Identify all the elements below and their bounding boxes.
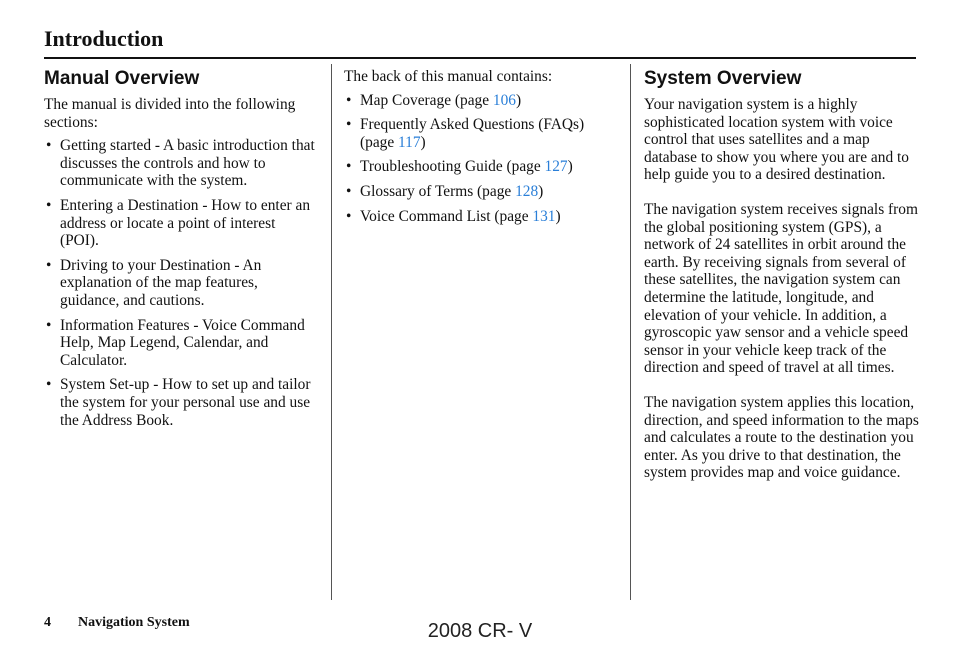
list-item: • Frequently Asked Questions (FAQs) (page 117): [344, 116, 618, 151]
watermark: 2008 CR- V: [427, 620, 533, 642]
manual-overview-column: [44, 64, 316, 436]
column-divider-2: [630, 64, 631, 600]
system-overview-paragraph: Your navigation system is a highly sophisticated location system with voice control that uses satellites and a map database to show you where you are and to help guide you to a desired destination.: [644, 96, 909, 184]
back-of-manual-list: [344, 92, 618, 226]
list-item: • Glossary of Terms (page 128): [344, 183, 618, 201]
page-number: 4: [44, 615, 51, 630]
manual-overview-heading: Manual Overview: [44, 68, 200, 89]
page-link[interactable]: 128: [515, 182, 539, 200]
page-title: Introduction: [44, 26, 164, 51]
system-overview-heading: System Overview: [644, 68, 802, 89]
list-item: • Troubleshooting Guide (page 127): [344, 158, 618, 176]
manual-sections-list: [44, 137, 316, 429]
list-item: • Voice Command List (page 131): [344, 208, 618, 226]
list-item: • Information Features - Voice Command Help, Map Legend, Calendar, and Calculator.: [44, 317, 316, 370]
title-rule: [44, 57, 916, 59]
list-item: • Entering a Destination - How to enter an address or locate a point of interest (POI).: [44, 197, 316, 250]
list-item: • System Set-up - How to set up and tailor the system for your personal use and use the Address Book.: [44, 376, 316, 429]
page-link[interactable]: 117: [398, 133, 421, 151]
column-divider-1: [331, 64, 332, 600]
system-overview-column: [644, 64, 920, 482]
page-link[interactable]: 131: [532, 207, 556, 225]
system-overview-paragraph: The navigation system applies this location, direction, and speed information to the maps and calculates a route to the destination you enter. As you drive to that destination, the system provides map and voice guidance.: [644, 393, 919, 482]
page-link[interactable]: 106: [492, 91, 516, 109]
list-item: • Driving to your Destination - An explanation of the map features, guidance, and cautions.: [44, 257, 316, 310]
footer-system-name: Navigation System: [78, 615, 190, 630]
list-item: • Map Coverage (page 106): [344, 92, 618, 110]
list-item: • Getting started - A basic introduction that discusses the controls and how to communicate with the system.: [44, 137, 316, 190]
back-of-manual-intro: The back of this manual contains:: [344, 68, 553, 85]
page-link[interactable]: 127: [544, 158, 568, 176]
manual-overview-intro: The manual is divided into the following sections:: [44, 96, 296, 131]
system-overview-paragraph: The navigation system receives signals from the global positioning system (GPS), a network of 24 satellites in orbit around the earth. By receiving signals from several of these satellites, the navigation system can determine the latitude, longitude, and elevation of your vehicle. In addition, a gyroscopic yaw sensor and a vehicle speed sensor in your vehicle keep track of the direction and speed of travel at all times.: [644, 200, 918, 377]
back-of-manual-column: [344, 68, 618, 232]
